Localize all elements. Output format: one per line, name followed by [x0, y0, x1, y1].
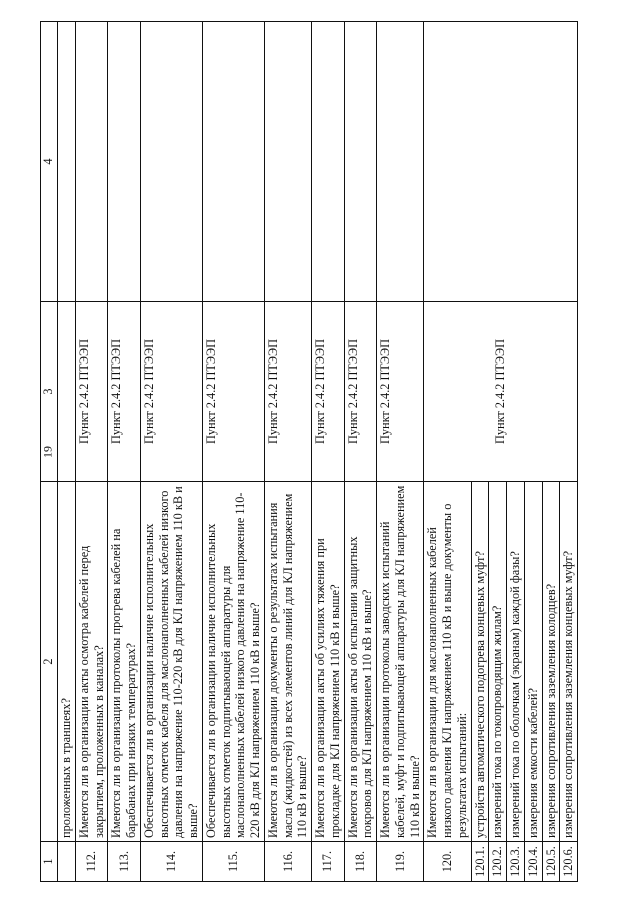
row-text: Имеются ли в организации для маслонаполненных кабелей низкого давления КЛ напряжением 110 кВ и выше документы о результатах испытаний:: [424, 482, 471, 842]
row-text: Имеются ли в организации акты об испытании защитных покровов для КЛ напряжением 110 кВ и выше?: [344, 482, 377, 842]
row-number: 118.: [344, 842, 377, 882]
row-ref: [58, 302, 76, 482]
table-row: [344, 22, 377, 882]
row-number: 120.5.: [542, 842, 560, 882]
row-extra: [377, 22, 424, 302]
row-text: измерений тока по токопроводящим жилам?: [489, 482, 507, 842]
row-ref: Пункт 2.4.2 ПТЭЭП: [344, 302, 377, 482]
row-text: Имеются ли в организации протоколы заводских испытаний кабелей, муфт и подпитывающей аппаратуры для КЛ напряжением 110 кВ и выше?: [377, 482, 424, 842]
row-text: Обеспечивается ли в организации наличие исполнительных высотных отметок кабеля для маслонаполненных кабелей низкого давления на напряжение 110-220 кВ для КЛ напряжением 110 кВ и выше?: [140, 482, 202, 842]
row-extra: [140, 22, 202, 302]
row-text: измерения сопротивления заземления колодцев?: [542, 482, 560, 842]
row-text: измерения сопротивления заземления концевых муфт?: [560, 482, 578, 842]
page-number: 19: [40, 446, 55, 458]
col-header-4: 4: [41, 22, 58, 302]
table-row: [75, 22, 108, 882]
col-header-1: 1: [41, 842, 58, 882]
table-row: [377, 22, 424, 882]
row-extra: [344, 22, 377, 302]
row-number: 116.: [264, 842, 311, 882]
col-header-2: 2: [41, 482, 58, 842]
row-extra: [75, 22, 108, 302]
row-text: Имеются ли в организации документы о результатах испытания масла (жидкостей) из всех элементов линий для КЛ напряжением 110 кВ и выше?: [264, 482, 311, 842]
table-row: [58, 22, 76, 882]
row-extra: [108, 22, 141, 302]
row-number: 112.: [75, 842, 108, 882]
table-row: [424, 22, 471, 882]
row-text: измерений тока по оболочкам (экранам) каждой фазы?: [507, 482, 525, 842]
row-number: 120.6.: [560, 842, 578, 882]
row-extra: [312, 22, 345, 302]
row-text: проложенных в траншеях?: [58, 482, 76, 842]
col-header-3: 3: [41, 302, 58, 482]
row-extra: [424, 22, 578, 302]
row-number: 120.4.: [524, 842, 542, 882]
row-ref: Пункт 2.4.2 ПТЭЭП: [140, 302, 202, 482]
table-row: [264, 22, 311, 882]
row-text: измерения емкости кабелей?: [524, 482, 542, 842]
row-ref: Пункт 2.4.2 ПТЭЭП: [202, 302, 264, 482]
rotated-page: [40, 22, 600, 882]
table-header-row: [41, 22, 58, 882]
row-number: 117.: [312, 842, 345, 882]
row-number: 120.: [424, 842, 471, 882]
row-ref: Пункт 2.4.2 ПТЭЭП: [108, 302, 141, 482]
row-text: Имеются ли в организации акты об усилиях тяжения при прокладке для КЛ напряжением 110 кВ и выше?: [312, 482, 345, 842]
row-number: 115.: [202, 842, 264, 882]
row-number: 120.3.: [507, 842, 525, 882]
row-text: Обеспечивается ли в организации наличие исполнительных высотных отметок подпитывающей аппаратуры для маслонаполненных кабелей низкого давления на напряжение 110-220 кВ для КЛ напряжением 110 кВ и выше?: [202, 482, 264, 842]
table-row: [108, 22, 141, 882]
row-number: 113.: [108, 842, 141, 882]
row-text: устройств автоматического подогрева концевых муфт?: [471, 482, 489, 842]
row-ref: Пункт 2.4.2 ПТЭЭП: [75, 302, 108, 482]
row-number: [58, 842, 76, 882]
row-number: 120.1.: [471, 842, 489, 882]
table-row: [312, 22, 345, 882]
row-extra: [202, 22, 264, 302]
row-ref: Пункт 2.4.2 ПТЭЭП: [312, 302, 345, 482]
row-number: 119.: [377, 842, 424, 882]
row-text: Имеются ли в организации акты осмотра кабелей перед закрытием, проложенных в каналах?: [75, 482, 108, 842]
table-row: [140, 22, 202, 882]
row-number: 120.2.: [489, 842, 507, 882]
row-ref: Пункт 2.4.2 ПТЭЭП: [424, 302, 578, 482]
table-row: [202, 22, 264, 882]
row-ref: Пункт 2.4.2 ПТЭЭП: [377, 302, 424, 482]
checklist-table: [40, 21, 578, 882]
row-extra: [264, 22, 311, 302]
row-extra: [58, 22, 76, 302]
row-number: 114.: [140, 842, 202, 882]
row-text: Имеются ли в организации протоколы прогрева кабелей на барабанах при низких температурах?: [108, 482, 141, 842]
row-ref: Пункт 2.4.2 ПТЭЭП: [264, 302, 311, 482]
